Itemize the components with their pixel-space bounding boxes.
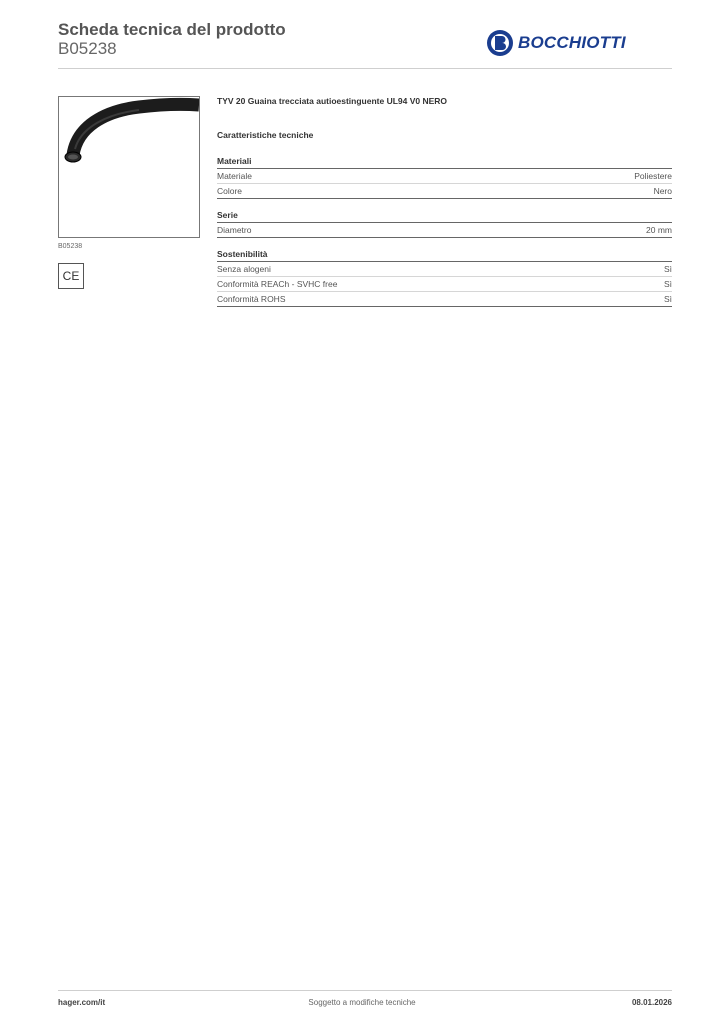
brand-logo (486, 29, 626, 57)
spec-label: Conformità ROHS (217, 294, 286, 304)
footer-disclaimer: Soggetto a modifiche tecniche (308, 998, 416, 1007)
section-header: Materiali (217, 154, 672, 169)
product-image (58, 96, 200, 238)
spec-row (217, 292, 672, 307)
spec-value: Nero (653, 186, 672, 196)
section-header: Sostenibilità (217, 247, 672, 262)
section-header: Serie (217, 208, 672, 223)
product-code: B05238 (58, 39, 117, 58)
spec-row (217, 184, 672, 199)
braided-sleeve-image (59, 97, 199, 237)
spec-section-serie (217, 208, 672, 238)
product-name: TYV 20 Guaina trecciata autioestinguente UL94 V0 NERO (217, 96, 448, 106)
footer-website-link[interactable]: hager.com/it (58, 998, 106, 1007)
page-title: Scheda tecnica del prodotto (58, 20, 286, 39)
spec-value: 20 mm (646, 225, 672, 235)
specs-title: Caratteristiche tecniche (217, 130, 314, 140)
spec-value: Sì (663, 264, 672, 274)
ce-mark-icon: CE (58, 263, 84, 289)
image-caption: B05238 (58, 243, 83, 250)
spec-section-sostenibilita (217, 247, 672, 307)
footer-date: 08.01.2026 (631, 998, 672, 1007)
footer-divider (58, 990, 672, 991)
spec-label: Conformità REACh - SVHC free (217, 279, 338, 289)
spec-row (217, 277, 672, 292)
spec-section-materiali (217, 154, 672, 199)
header-divider (58, 68, 672, 69)
spec-row (217, 223, 672, 238)
logo-text: BOCCHIOTTI (518, 33, 626, 52)
spec-value: Sì (663, 279, 672, 289)
spec-label: Senza alogeni (217, 264, 271, 274)
spec-label: Colore (217, 186, 243, 196)
spec-row (217, 169, 672, 184)
spec-label: Diametro (217, 225, 252, 235)
spec-value: Poliestere (634, 171, 672, 181)
spec-value: Sì (663, 294, 672, 304)
spec-row (217, 262, 672, 277)
bocchiotti-logo-icon (486, 29, 514, 57)
spec-label: Materiale (217, 171, 252, 181)
